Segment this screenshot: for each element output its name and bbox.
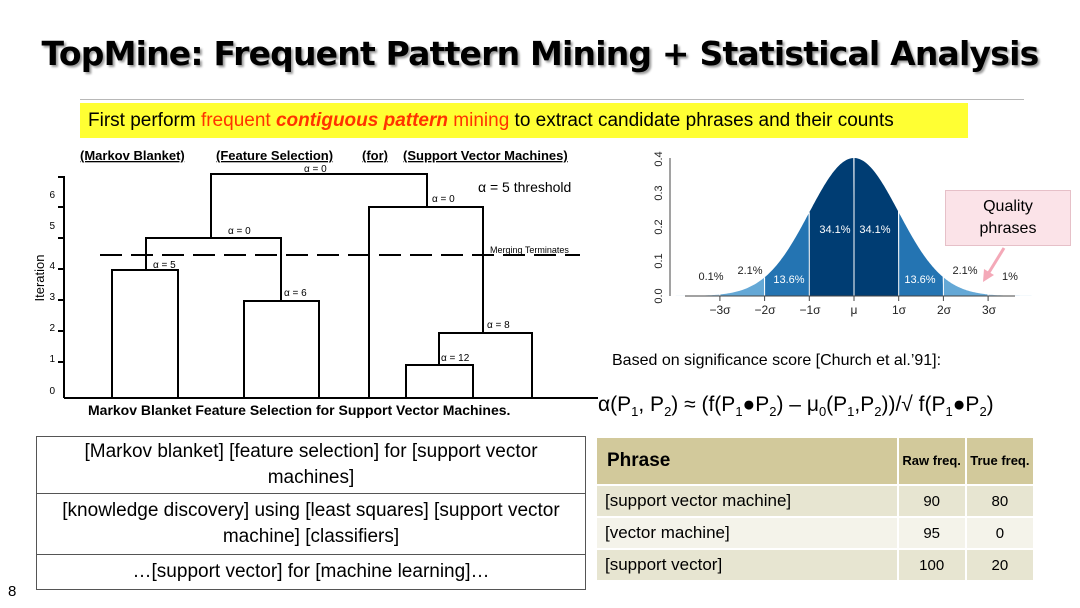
significance-formula xyxy=(598,393,994,419)
highlight-banner xyxy=(80,103,968,138)
alpha-label-feature: α = 6 xyxy=(284,288,307,299)
banner-text-5: to extract candidate phrases and their counts xyxy=(509,110,894,131)
y-tick-label: 1 xyxy=(49,354,55,365)
chart-x-label: −2σ xyxy=(754,303,776,317)
pct-label: 34.1% xyxy=(819,224,851,236)
alpha-label-mb-fs: α = 0 xyxy=(228,226,251,237)
merge-bracket-for-svm xyxy=(369,207,483,398)
example-cell: [Markov blanket] [feature selection] for [support vector machines] xyxy=(37,437,586,494)
phrase-frequency-table xyxy=(597,438,1035,582)
cell-true: 0 xyxy=(967,518,1035,550)
cell-phrase: [support vector machine] xyxy=(597,486,899,518)
cell-raw: 95 xyxy=(899,518,967,550)
curve-band xyxy=(943,277,988,296)
example-row xyxy=(37,555,586,590)
cell-raw: 90 xyxy=(899,486,967,518)
chart-y-label: 0.2 xyxy=(653,219,665,235)
chart-x-label: −3σ xyxy=(709,303,731,317)
pct-label: 0.1% xyxy=(698,271,724,283)
alpha-label-svm: α = 8 xyxy=(487,320,510,331)
formula-sub: 2 xyxy=(979,404,987,420)
formula-part: ))/√ f(P xyxy=(881,393,946,416)
banner-text-2: frequent xyxy=(200,110,276,131)
merge-bracket-feature xyxy=(244,301,319,398)
cell-raw: 100 xyxy=(899,550,967,582)
y-tick-label: 6 xyxy=(49,190,55,201)
chart-x-label: μ xyxy=(850,303,858,317)
table-row xyxy=(597,550,1035,582)
cell-true: 80 xyxy=(967,486,1035,518)
y-tick-label: 5 xyxy=(49,221,55,232)
pct-label: 2.1% xyxy=(952,265,978,277)
y-tick-label: 4 xyxy=(49,261,55,272)
token-markov-blanket: (Markov Blanket) xyxy=(80,148,185,163)
header-phrase: Phrase xyxy=(597,438,899,486)
formula-sub: 0 xyxy=(818,404,827,420)
chart-y-label: 0.1 xyxy=(653,253,665,269)
dendrogram-caption: Markov Blanket Feature Selection for Support Vector Machines. xyxy=(88,402,511,418)
threshold-note: α = 5 threshold xyxy=(478,179,572,195)
example-cell: …[support vector] for [machine learning]… xyxy=(37,555,586,590)
merging-terminates-label: Merging Terminates xyxy=(490,245,569,255)
alpha-label-root: α = 0 xyxy=(304,164,327,175)
formula-part: ●P xyxy=(952,393,980,416)
formula-sub: 1 xyxy=(847,404,855,420)
banner-text-4: mining xyxy=(448,110,510,131)
curve-band xyxy=(720,278,765,296)
chart-x-label: −1σ xyxy=(799,303,821,317)
segmentation-examples-table xyxy=(36,436,586,590)
chart-y-label: 0.4 xyxy=(653,151,665,167)
token-support-vector-machines: (Support Vector Machines) xyxy=(403,148,568,163)
pct-label: 13.6% xyxy=(773,274,805,286)
chart-x-label: 2σ xyxy=(936,303,952,317)
pct-label: 2.1% xyxy=(737,265,763,277)
table-header-row xyxy=(597,438,1035,486)
formula-part: , P xyxy=(638,393,665,416)
formula-sub: 1 xyxy=(735,404,743,420)
alpha-label-markov: α = 5 xyxy=(153,260,176,271)
alpha-label-vm: α = 12 xyxy=(441,353,470,364)
slide-title: TopMine: Frequent Pattern Mining + Statistical Analysis xyxy=(41,34,1039,73)
significance-caption: Based on significance score [Church et al.’91]: xyxy=(612,352,942,369)
formula-sub: 1 xyxy=(631,404,639,420)
formula-part: α(P xyxy=(598,393,632,416)
formula-part: ●P xyxy=(742,393,770,416)
formula-part: (P xyxy=(826,393,848,416)
title-divider xyxy=(80,99,1024,100)
merge-bracket-markov xyxy=(112,270,178,398)
y-tick-label: 2 xyxy=(49,323,55,334)
cell-phrase: [support vector] xyxy=(597,550,899,582)
formula-sub: 2 xyxy=(874,404,882,420)
quality-line-1: Quality xyxy=(983,198,1033,215)
alpha-label-for-svm: α = 0 xyxy=(432,194,455,205)
formula-part: ) ≈ (f(P xyxy=(671,393,736,416)
y-tick-label: 3 xyxy=(49,292,55,303)
banner-text-3: contiguous pattern xyxy=(275,110,449,131)
table-row xyxy=(597,486,1035,518)
header-raw-freq: Raw freq. xyxy=(899,438,967,486)
example-row xyxy=(37,494,586,555)
quality-phrases-callout xyxy=(945,190,1071,246)
cell-true: 20 xyxy=(967,550,1035,582)
formula-part: ) – μ xyxy=(776,393,819,416)
formula-sub: 2 xyxy=(769,404,777,420)
merge-bracket-vector-machines xyxy=(406,365,473,398)
formula-part: ) xyxy=(986,393,994,416)
chart-x-label: 3σ xyxy=(981,303,997,317)
token-feature-selection: (Feature Selection) xyxy=(216,148,334,163)
example-row xyxy=(37,437,586,494)
pct-label: 1% xyxy=(1002,271,1018,283)
chart-x-label: 1σ xyxy=(891,303,907,317)
formula-sub: 2 xyxy=(664,404,672,420)
y-tick-label: 0 xyxy=(49,386,55,397)
formula-part: ,P xyxy=(854,393,875,416)
cell-phrase: [vector machine] xyxy=(597,518,899,550)
y-axis-label: Iteration xyxy=(32,254,47,302)
formula-sub: 1 xyxy=(945,404,953,420)
chart-y-label: 0.0 xyxy=(653,288,665,304)
table-row xyxy=(597,518,1035,550)
banner-text-1: First perform xyxy=(88,110,201,131)
quality-line-2: phrases xyxy=(979,220,1037,237)
token-for: (for) xyxy=(362,148,388,163)
header-true-freq: True freq. xyxy=(967,438,1035,486)
page-number: 8 xyxy=(8,583,17,600)
example-cell: [knowledge discovery] using [least squares] [support vector machine] [classifiers] xyxy=(37,494,586,555)
pct-label: 34.1% xyxy=(859,224,891,236)
chart-y-label: 0.3 xyxy=(653,185,665,201)
merge-dendrogram xyxy=(0,140,610,430)
pct-label: 13.6% xyxy=(904,274,936,286)
